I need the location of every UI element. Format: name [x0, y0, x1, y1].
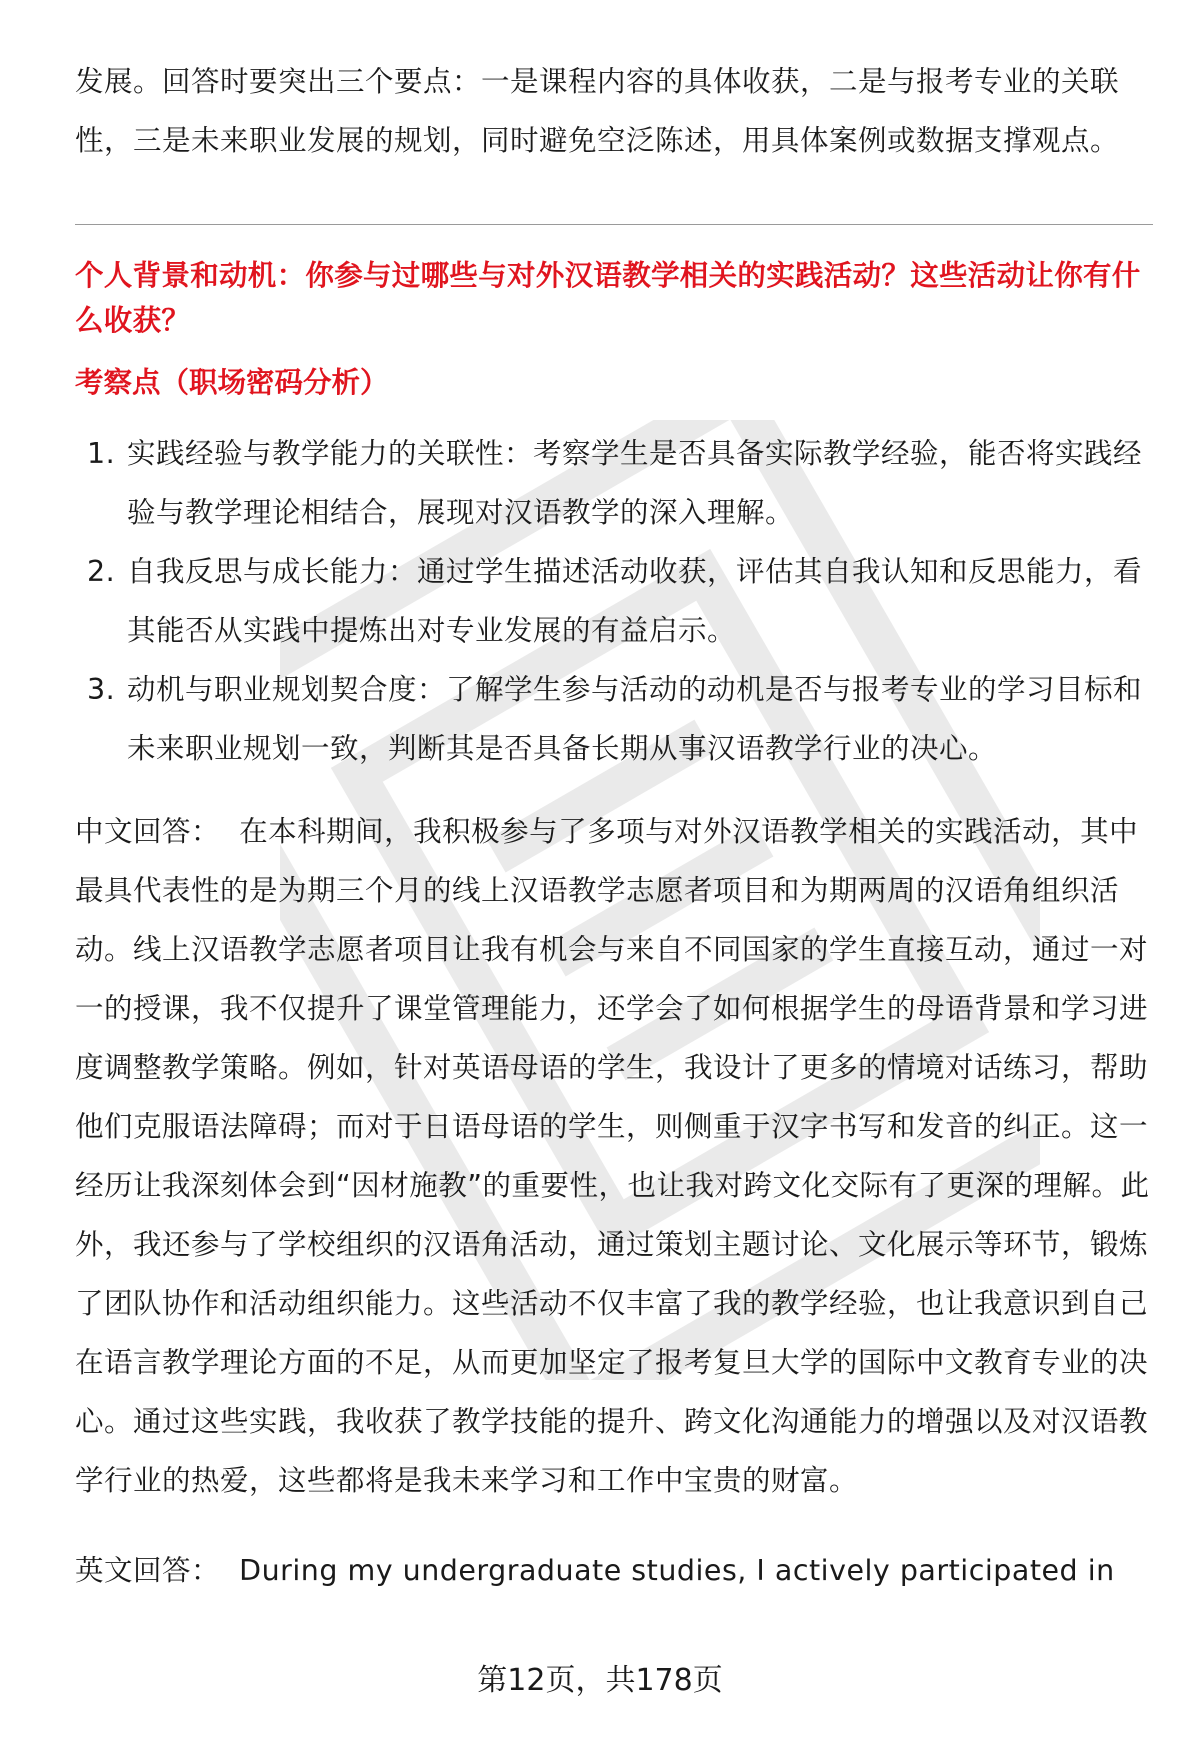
answer-en-text: During my undergraduate studies, I actively participated in [239, 1554, 1115, 1587]
exam-points-list [75, 424, 1155, 778]
exam-points-title: 考察点（职场密码分析） [75, 366, 389, 399]
list-item-number: 2. [87, 555, 116, 588]
intro-paragraph: 发展。回答时要突出三个要点：一是课程内容的具体收获，二是与报考专业的关联性，三是未来职业发展的规划，同时避免空泛陈述，用具体案例或数据支撑观点。 [75, 65, 1120, 157]
answer-en-label: 英文回答： [75, 1554, 221, 1587]
answer-cn-text: 在本科期间，我积极参与了多项与对外汉语教学相关的实践活动，其中最具代表性的是为期三个月的线上汉语教学志愿者项目和为期两周的汉语角组织活动。线上汉语教学志愿者项目让我有机会与来自不同国家的学生直接互动，通过一对一的授课，我不仅提升了课堂管理能力，还学会了如何根据学生的母语背景和学习进度调整教学策略。例如，针对英语母语的学生，我设计了更多的情境对话练习，帮助他们克服语法障碍；而对于日语母语的学生，则侧重于汉字书写和发音的纠正。这一经历让我深刻体会到“因材施教”的重要性，也让我对跨文化交际有了更深的理解。此外，我还参与了学校组织的汉语角活动，通过策划主题讨论、文化展示等环节，锻炼了团队协作和活动组织能力。这些活动不仅丰富了我的教学经验，也让我意识到自己在语言教学理论方面的不足，从而更加坚定了报考复旦大学的国际中文教育专业的决心。通过这些实践，我收获了教学技能的提升、跨文化沟通能力的增强以及对汉语教学行业的热爱，这些都将是我未来学习和工作中宝贵的财富。 [75, 815, 1150, 1497]
list-item [75, 542, 1155, 660]
page-footer: 第12页，共178页 [477, 1663, 723, 1698]
list-item [75, 424, 1155, 542]
answer-cn-label: 中文回答： [75, 815, 221, 848]
list-item-number: 3. [87, 673, 116, 706]
question-title: 个人背景和动机：你参与过哪些与对外汉语教学相关的实践活动？这些活动让你有什么收获？ [75, 259, 1141, 337]
answer-en-paragraph [75, 1541, 1155, 1600]
list-item-text: 实践经验与教学能力的关联性：考察学生是否具备实际教学经验，能否将实践经验与教学理论相结合，展现对汉语教学的深入理解。 [127, 437, 1143, 529]
section-divider [75, 224, 1153, 225]
document-page [75, 52, 1155, 1600]
list-item-number: 1. [87, 437, 116, 470]
list-item-text: 自我反思与成长能力：通过学生描述活动收获，评估其自我认知和反思能力，看其能否从实践中提炼出对专业发展的有益启示。 [127, 555, 1143, 647]
list-item [75, 660, 1155, 778]
answer-cn-paragraph [75, 802, 1155, 1510]
list-item-text: 动机与职业规划契合度：了解学生参与活动的动机是否与报考专业的学习目标和未来职业规划一致，判断其是否具备长期从事汉语教学行业的决心。 [127, 673, 1143, 765]
